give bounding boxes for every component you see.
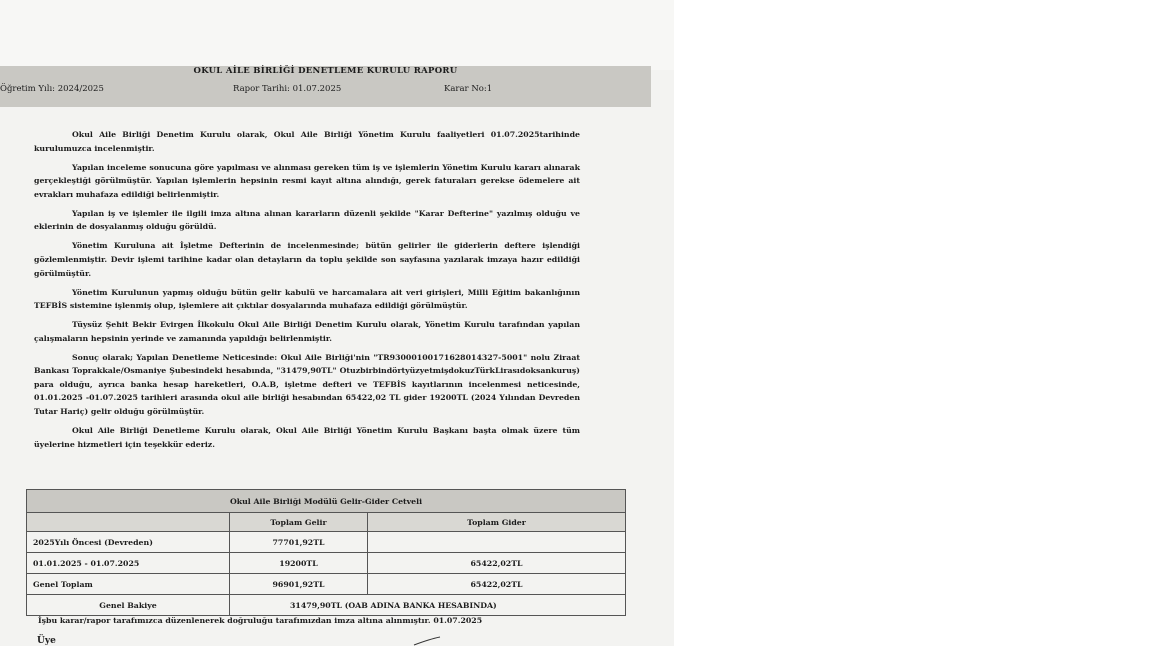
- school-year: Öğretim Yılı: 2024/2025: [0, 84, 104, 94]
- table-row: [27, 553, 626, 574]
- table-row: [27, 532, 626, 553]
- paragraph-conclusion: Sonuç olarak; Yapılan Denetleme Neticesinde: Okul Aile Birliği'nin "TR930001001716280143​27-5001" nolu Ziraat Bankası Toprakkale/Osmaniye Şubesindeki hesabında, "31479,90TL" OtuzbirbindörtyüzyetmişdokuzTürkLirasıdoksankuruş) para olduğu, ayrıca banka hesap hareketleri, O.A.B, işletme defteri ve TEFBİS kayıtlarının incelenmesi neticesinde, 01.01.2025 -01.07.2025 tarihleri arasında okul aile birliği hesabından 65422,02 TL gider 19200TL (2024 Yılından Devreden Tutar Hariç) gelir olduğu görülmüştür.: [34, 352, 580, 417]
- paragraph-inspection: Yapılan inceleme sonucuna göre yapılması ve alınması gereken tüm iş ve işlemlerin Yönetim Kurulu kararı alınarak gerçekleştiği görülmüştür. Yapılan işlemlerin hepsinin resmi kayıt altına alındığı, gerek faturaları gerekse ödemelere ait evrakları muhafaza edildiği belirlenmiştir.: [34, 162, 580, 199]
- paragraph-tefbis: Yönetim Kurulunun yapmış olduğu bütün gelir kabulü ve harcamalara ait veri girişleri, Milli Eğitim bakanlığının TEFBİS sistemine işlenmiş olup, işlemlere ait çıktılar dosyalarında muhafaza edildiği görülmüştür.: [34, 287, 580, 311]
- row-expense: 65422,02TL: [368, 553, 626, 574]
- row-expense: 65422,02TL: [368, 574, 626, 595]
- page-top-margin: [0, 0, 674, 70]
- paragraph-decision-book: Yapılan iş ve işlemler ile ilgili imza altına alınan kararların düzenli şekilde "Karar Defterine" yazılmış olduğu ve eklerinin de dosyalanmış olduğu görüldü.: [34, 208, 580, 232]
- member-label: Üye: [37, 636, 56, 646]
- report-header: [0, 66, 651, 107]
- row-label: Genel Toplam: [27, 574, 230, 595]
- table-header-income: Toplam Gelir: [230, 513, 368, 532]
- row-label: 01.01.2025 - 01.07.2025: [27, 553, 230, 574]
- row-income: 77701,92TL: [230, 532, 368, 553]
- table-header-expense: Toplam Gider: [368, 513, 626, 532]
- balance-value: 31479,90TL (OAB ADINA BANKA HESABINDA): [230, 595, 626, 616]
- balance-label: Genel Bakiye: [27, 595, 230, 616]
- table-row-balance: [27, 595, 626, 616]
- income-expense-table: [26, 489, 626, 616]
- footer-statement: İşbu karar/rapor tarafımızca düzenlenerek doğruluğu tarafımızdan imza altına alınmıştır. 01.07.2025: [38, 616, 483, 625]
- table-row: [27, 574, 626, 595]
- table-header-empty: [27, 513, 230, 532]
- paragraph-school: Tüysüz Şehit Bekir Evirgen İlkokulu Okul Aile Birliği Denetim Kurulu olarak, Yönetim Kurulu tarafından yapılan çalışmaların hepsinin yerinde ve zamanında yapıldığı belirlenmiştir.: [34, 320, 580, 343]
- signature-stroke: [412, 636, 442, 646]
- report-body: [34, 128, 580, 457]
- report-date: Rapor Tarihi: 01.07.2025: [233, 84, 342, 94]
- row-income: 96901,92TL: [230, 574, 368, 595]
- report-title: OKUL AİLE BİRLİĞİ DENETLEME KURULU RAPORU: [193, 66, 458, 76]
- paragraph-intro: Okul Aile Birliği Denetim Kurulu olarak, Okul Aile Birliği Yönetim Kurulu faaliyetleri 01.07.2025tarihinde kurulumuzca incelenmiştir.: [34, 130, 580, 153]
- table-caption: Okul Aile Birliği Modülü Gelir-Gider Cetveli: [27, 490, 626, 513]
- row-expense: [368, 532, 626, 553]
- row-label: 2025Yılı Öncesi (Devreden): [27, 532, 230, 553]
- row-income: 19200TL: [230, 553, 368, 574]
- paragraph-thanks: Okul Aile Birliği Denetleme Kurulu olarak, Okul Aile Birliği Yönetim Kurulu Başkanı başta olmak üzere tüm üyelerine hizmetleri için teşekkür ederiz.: [34, 426, 580, 449]
- decision-number: Karar No:1: [444, 84, 493, 94]
- paragraph-ledger: Yönetim Kuruluna ait İşletme Defterinin de incelenmesinde; bütün gelirler ile giderlerin deftere işlendiği gözlemlenmiştir. Devir işlemi tarihine kadar olan detayların da toplu şekilde son sayfasına yazılarak imzaya hazır edildiği görülmüştür.: [34, 241, 580, 278]
